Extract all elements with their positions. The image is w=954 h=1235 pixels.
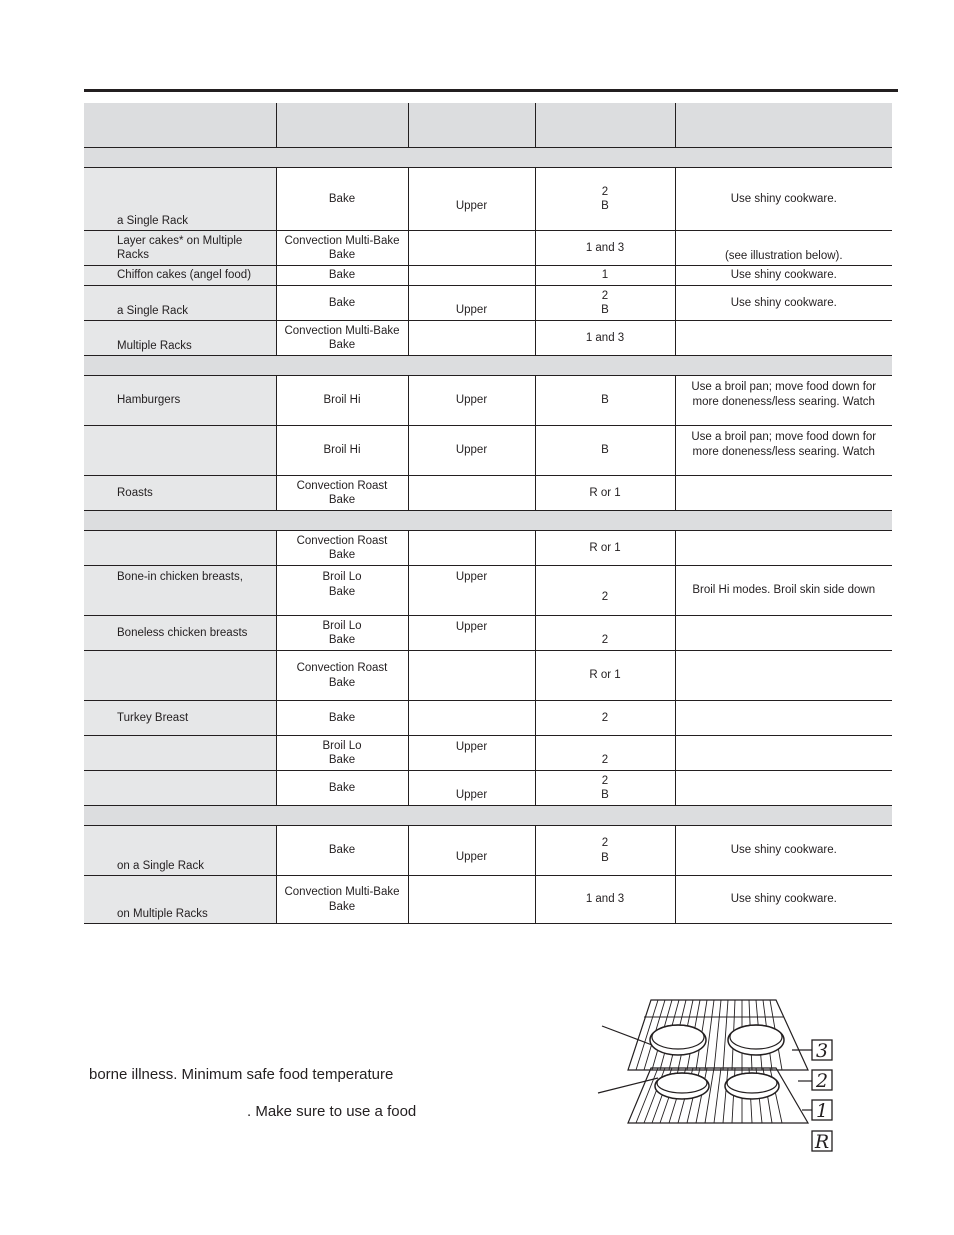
rack-position-cell — [535, 701, 675, 736]
rack-position-cell — [535, 476, 675, 511]
notes-cell-line: Use shiny cookware. — [730, 893, 837, 906]
rack-position-cell-line: 2 — [601, 711, 609, 724]
notes-cell-line: Use shiny cookware. — [730, 844, 837, 857]
oven-position-cell — [408, 876, 535, 924]
rack-position-cell — [535, 531, 675, 566]
rack-position-cell-line: R or 1 — [589, 486, 621, 499]
food-cell: Boneless chicken breasts — [84, 616, 276, 651]
header-rack-cell — [535, 103, 675, 148]
oven-position-cell — [408, 531, 535, 566]
section-header-cell — [84, 806, 892, 826]
cooking-mode-cell-line: Bake — [328, 900, 356, 913]
cooking-mode-cell — [276, 476, 408, 511]
table-row — [84, 321, 892, 356]
cooking-mode-cell — [276, 266, 408, 286]
table-row — [84, 531, 892, 566]
rack-position-cell-line: B — [601, 200, 609, 212]
oven-position-cell — [408, 266, 535, 286]
cooking-mode-cell — [276, 376, 408, 426]
food-cell — [84, 426, 276, 476]
cooking-mode-cell-line: Bake — [328, 676, 356, 689]
notes-cell-line: (see illustration below). — [724, 249, 843, 262]
notes-cell-line: more doneness/less searing. Watch — [692, 395, 875, 408]
rack-position-cell — [535, 266, 675, 286]
cooking-mode-cell — [276, 231, 408, 266]
section-header-row — [84, 148, 892, 168]
table-row — [84, 231, 892, 266]
rack-position-cell — [535, 771, 675, 806]
cooking-mode-cell-line: Bake — [328, 249, 356, 261]
oven-position-cell: Upper — [408, 736, 535, 771]
cooking-mode-cell-line: Bake — [328, 296, 356, 309]
cooking-guide-table — [84, 103, 892, 924]
table-row — [84, 566, 892, 616]
cooking-mode-cell-line: Convection Roast — [296, 534, 388, 547]
table-row — [84, 168, 892, 231]
cooking-mode-cell-line: Bake — [328, 585, 356, 598]
rack-position-cell — [535, 286, 675, 321]
rack-position-cell-line: 2 — [601, 633, 609, 646]
notes-cell — [675, 286, 892, 321]
rack-label-r: R — [814, 1131, 830, 1153]
table-row — [84, 736, 892, 771]
notes-cell-line: Use a broil pan; move food down for — [691, 431, 877, 443]
food-cell — [84, 736, 276, 771]
rack-position-cell-line: B — [601, 789, 609, 801]
header-notes-cell — [675, 103, 892, 148]
rack-position-cell-line: B — [601, 851, 609, 864]
food-cell — [84, 771, 276, 806]
cooking-mode-cell-line: Broil Lo — [322, 571, 362, 583]
rack-position-cell-line: B — [601, 444, 609, 457]
oven-position-cell: Upper — [408, 168, 535, 231]
cooking-mode-cell — [276, 168, 408, 231]
rack-position-cell-line: 2 — [601, 591, 609, 604]
table-row — [84, 286, 892, 321]
notes-cell — [675, 616, 892, 651]
cooking-mode-cell-line: Convection Roast — [296, 662, 388, 674]
notes-cell — [675, 476, 892, 511]
table-row — [84, 876, 892, 924]
cooking-mode-cell-line: Bake — [328, 781, 356, 794]
rack-position-illustration — [596, 995, 836, 1155]
notes-cell — [675, 531, 892, 566]
rack-position-cell-line: 2 — [601, 774, 609, 787]
food-cell — [84, 531, 276, 566]
notes-cell — [675, 826, 892, 876]
section-header-row — [84, 511, 892, 531]
cooking-mode-cell — [276, 321, 408, 356]
oven-position-cell — [408, 321, 535, 356]
notes-cell — [675, 701, 892, 736]
section-header-row — [84, 356, 892, 376]
oven-position-cell: Upper — [408, 826, 535, 876]
notes-cell — [675, 771, 892, 806]
notes-cell-line: more doneness/less searing. Watch — [692, 445, 875, 458]
rack-label-2: 2 — [815, 1070, 829, 1092]
notes-cell — [675, 266, 892, 286]
food-safety-line-1: borne illness. Minimum safe food temperature — [89, 1066, 394, 1083]
food-cell: Roasts — [84, 476, 276, 511]
cooking-mode-cell — [276, 651, 408, 701]
rack-position-cell-line: 2 — [601, 185, 609, 198]
food-cell: Multiple Racks — [84, 321, 276, 356]
top-rule — [84, 89, 898, 92]
cooking-mode-cell-line: Broil Hi — [323, 444, 361, 457]
cooking-mode-cell-line: Convection Multi-Bake — [284, 234, 400, 247]
rack-position-cell — [535, 736, 675, 771]
cooking-mode-cell-line: Convection Multi-Bake — [284, 886, 400, 898]
table-row — [84, 651, 892, 701]
cooking-mode-cell — [276, 736, 408, 771]
rack-position-cell-line: R or 1 — [589, 669, 621, 682]
rack-position-cell — [535, 168, 675, 231]
cooking-mode-cell-line: Bake — [328, 634, 356, 646]
food-cell: a Single Rack — [84, 168, 276, 231]
rack-position-cell — [535, 876, 675, 924]
header-food-cell — [84, 103, 276, 148]
rack-position-cell-line: B — [601, 304, 609, 316]
cooking-mode-cell-line: Convection Multi-Bake — [284, 324, 400, 337]
food-cell: on a Single Rack — [84, 826, 276, 876]
oven-position-cell — [408, 476, 535, 511]
rack-position-cell — [535, 651, 675, 701]
cooking-mode-cell-line: Bake — [328, 494, 356, 506]
notes-cell-line: Use shiny cookware. — [730, 296, 837, 309]
rack-position-cell — [535, 616, 675, 651]
food-cell: a Single Rack — [84, 286, 276, 321]
cooking-mode-cell-line: Broil Lo — [322, 619, 362, 632]
rack-label-1: 1 — [815, 1100, 829, 1122]
oven-position-cell: Upper — [408, 376, 535, 426]
notes-cell — [675, 376, 892, 426]
table-row — [84, 376, 892, 426]
cooking-mode-cell-line: Bake — [328, 754, 356, 766]
cooking-mode-cell — [276, 771, 408, 806]
rack-position-cell — [535, 426, 675, 476]
rack-position-cell-line: 1 and 3 — [585, 331, 625, 344]
section-header-row — [84, 806, 892, 826]
cooking-mode-cell — [276, 566, 408, 616]
rack-position-cell-line: 1 and 3 — [585, 893, 625, 906]
oven-position-cell — [408, 651, 535, 701]
rack-position-cell — [535, 321, 675, 356]
food-cell: Bone-in chicken breasts, — [84, 566, 276, 616]
section-header-cell — [84, 511, 892, 531]
table-row — [84, 701, 892, 736]
cooking-mode-cell — [276, 616, 408, 651]
notes-cell — [675, 876, 892, 924]
notes-cell — [675, 321, 892, 356]
notes-cell-line: Use shiny cookware. — [730, 192, 837, 205]
cooking-mode-cell-line: Bake — [328, 269, 356, 282]
oven-position-cell: Upper — [408, 616, 535, 651]
oven-position-cell: Upper — [408, 566, 535, 616]
rack-label-3: 3 — [815, 1040, 829, 1062]
cooking-mode-cell-line: Convection Roast — [296, 479, 388, 492]
food-cell: Chiffon cakes (angel food) — [84, 266, 276, 286]
cooking-mode-cell-line: Bake — [328, 844, 356, 857]
food-cell: on Multiple Racks — [84, 876, 276, 924]
header-position-cell — [408, 103, 535, 148]
notes-cell — [675, 231, 892, 266]
rack-position-cell-line: R or 1 — [589, 541, 621, 554]
cooking-mode-cell — [276, 876, 408, 924]
notes-cell-line: Use shiny cookware. — [730, 269, 837, 282]
notes-cell — [675, 566, 892, 616]
rack-position-cell — [535, 231, 675, 266]
oven-position-cell: Upper — [408, 426, 535, 476]
rack-position-cell — [535, 826, 675, 876]
notes-cell — [675, 736, 892, 771]
table-row — [84, 616, 892, 651]
notes-cell-line: Broil Hi modes. Broil skin side down — [692, 584, 876, 597]
header-mode-cell — [276, 103, 408, 148]
table-row — [84, 266, 892, 286]
notes-cell — [675, 168, 892, 231]
rack-position-cell-line: B — [601, 394, 609, 407]
rack-position-cell-line: 1 and 3 — [585, 241, 625, 254]
food-cell: Layer cakes* on Multiple Racks — [84, 231, 276, 266]
food-safety-line-2: . Make sure to use a food — [247, 1103, 417, 1120]
food-cell: Turkey Breast — [84, 701, 276, 736]
table-row — [84, 826, 892, 876]
table-header-row — [84, 103, 892, 148]
section-header-cell — [84, 356, 892, 376]
cooking-guide-body — [84, 103, 892, 924]
notes-cell-line: Use a broil pan; move food down for — [691, 381, 877, 393]
rack-position-cell-line: 2 — [601, 837, 609, 849]
rack-position-cell-line: 2 — [601, 753, 609, 766]
table-row — [84, 476, 892, 511]
rack-position-cell — [535, 566, 675, 616]
oven-position-cell: Upper — [408, 771, 535, 806]
cooking-mode-cell-line: Bake — [328, 192, 356, 205]
cooking-mode-cell — [276, 701, 408, 736]
food-cell — [84, 651, 276, 701]
rack-position-cell-line: 1 — [601, 269, 609, 282]
pointer-line — [602, 1026, 652, 1045]
notes-cell — [675, 426, 892, 476]
cooking-mode-cell — [276, 286, 408, 321]
cooking-mode-cell-line: Bake — [328, 711, 356, 724]
rack-position-cell-line: 2 — [601, 289, 609, 302]
section-header-cell — [84, 148, 892, 168]
table-row — [84, 771, 892, 806]
cooking-mode-cell-line: Bake — [328, 549, 356, 561]
food-cell: Hamburgers — [84, 376, 276, 426]
rack-position-cell — [535, 376, 675, 426]
oven-position-cell — [408, 701, 535, 736]
cooking-mode-cell-line: Broil Hi — [323, 394, 361, 407]
cooking-mode-cell — [276, 826, 408, 876]
oven-position-cell: Upper — [408, 286, 535, 321]
notes-cell — [675, 651, 892, 701]
cooking-mode-cell-line: Broil Lo — [322, 739, 362, 752]
cooking-mode-cell-line: Bake — [328, 339, 356, 351]
table-row — [84, 426, 892, 476]
cooking-mode-cell — [276, 426, 408, 476]
cooking-mode-cell — [276, 531, 408, 566]
oven-position-cell — [408, 231, 535, 266]
